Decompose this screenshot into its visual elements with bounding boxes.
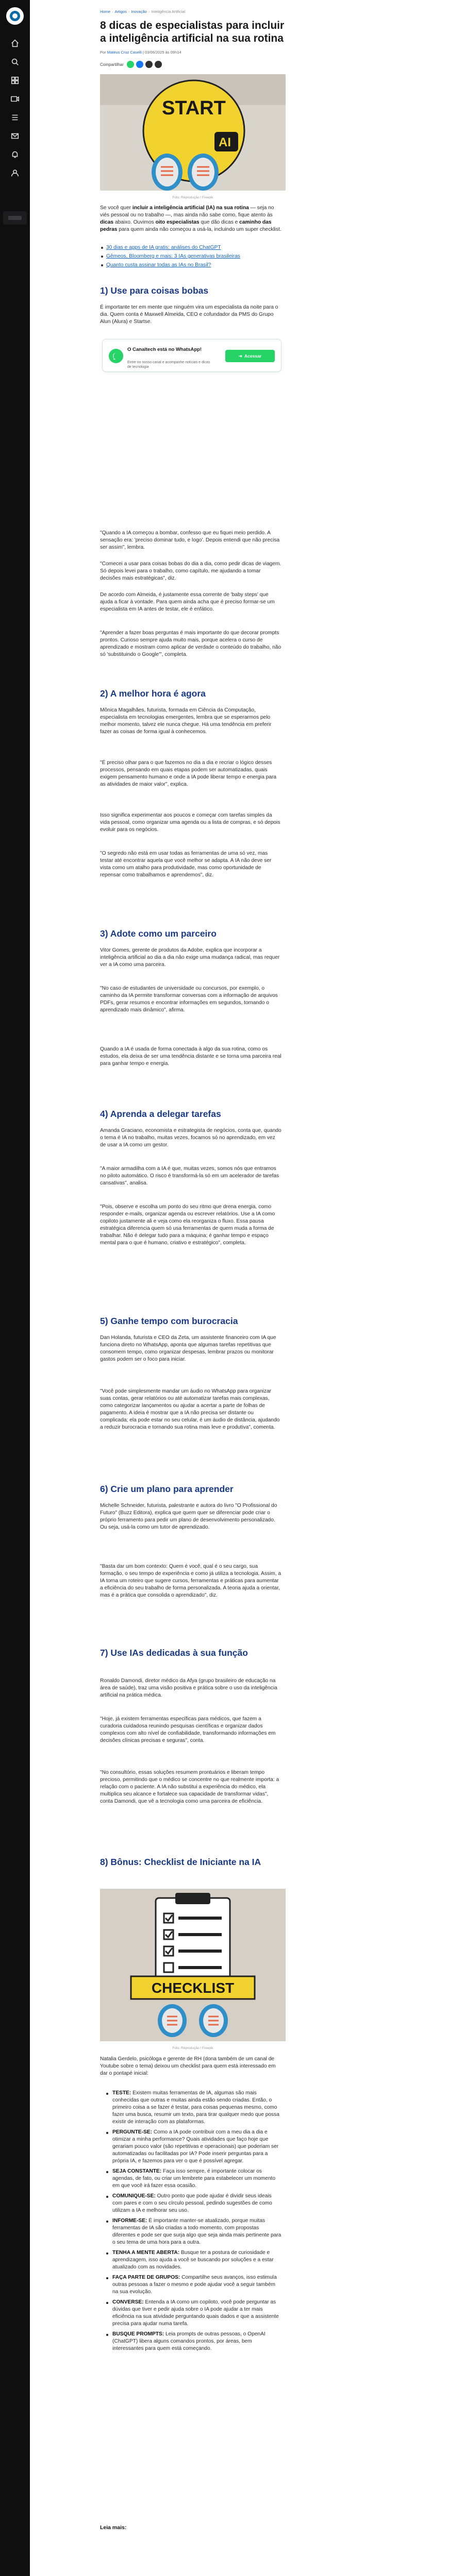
related-link-item <box>100 262 281 268</box>
whatsapp-icon <box>109 349 123 363</box>
bell-icon[interactable] <box>0 145 30 164</box>
paragraph: Natalia Gerdelo, psicóloga e gerente de RH (dona também de um canal de Youtube sobre o tema) deixou um checklist para quem está interessado em dar o pontapé inicial: <box>100 2056 276 2076</box>
search-icon[interactable] <box>0 53 30 71</box>
checklist-item: BUSQUE PROMPTS: Leia prompts de outras pessoas, o OpenAI (ChatGPT) libera alguns comandos prontos, por áreas, bem interessantes para quem está começando. <box>100 2331 281 2352</box>
share-bar <box>100 60 162 69</box>
section-heading: 8) Bônus: Checklist de Iniciante na IA <box>100 1857 261 1867</box>
related-link[interactable]: 30 dias e apps de IA gratis: análises do ChatGPT <box>106 245 221 250</box>
paragraph: "No consultório, essas soluções resumem prontuários e liberam tempo precioso, permitindo que o médico se concentre no que realmente importa: a relação com o paciente. A IA não substitui a experiência do médico, ela multiplica seu alcance e fortalece sua capacidade de transformar vidas", conta Damondi, que vê a tecnologia como uma parceira de eficiência. <box>100 1770 279 1804</box>
paragraph: É importante ter em mente que ninguém vira um especialista da noite para o dia. Quem conta é Maxwell Almeida, CEO e cofundador da PMS do Grupo Alun (Alura) e Startse. <box>100 304 278 325</box>
mail-icon[interactable] <box>0 127 30 145</box>
paragraph: "É preciso olhar para o que fazemos no dia a dia e recriar o lógico desses processos, pensando em quais etapas podem ser automatizadas, quais exigem pensamento humano e onde a IA pode liberar tempo e energia para as atividades de maior valor", explica. <box>100 760 277 787</box>
breadcrumb: Home › Artigos › Inovação › Inteligência Artificial <box>100 9 186 14</box>
arrow-right-icon: ➜ <box>238 353 243 359</box>
left-sidebar <box>0 0 30 2576</box>
video-icon[interactable] <box>0 90 30 108</box>
related-link-item <box>100 244 281 251</box>
hero-caption: Foto: Reprodução / Freepik <box>172 196 213 199</box>
related-link[interactable]: Quanto custa assinar todas as IAs no Brasil? <box>106 262 211 268</box>
paragraph: "No caso de estudantes de universidade ou concursos, por exemplo, o caminho da IA permite transformar conversas com a informação de arquivos PDFs, gerar resumos e encontrar informações em segundos, tornando o aprendizado mais dinâmico", afirma. <box>100 986 278 1013</box>
checklist-item: INFORME-SE: É importante manter-se atualizado, porque muitas ferramentas de IA são criadas a todo momento, com propostas diferentes e pode ser que surja algo que seja ainda mais pertinente para o seu tema de uma hora para a outra. <box>100 2217 281 2246</box>
section-heading: 1) Use para coisas bobas <box>100 285 209 296</box>
svg-text:AI: AI <box>219 135 231 149</box>
breadcrumb-item[interactable]: Artigos <box>114 9 127 14</box>
svg-text:CHECKLIST: CHECKLIST <box>151 1980 235 1996</box>
link-share-icon[interactable] <box>155 61 162 68</box>
paragraph: De acordo com Almeida, é justamente essa corrente de 'baby steps' que ajuda a ficar à vontade. Para quem ainda acha que é preciso formar-se um especialista em IA antes de testar, ele é enfático. <box>100 592 275 612</box>
whatsapp-promo-subtitle: Entre no nosso canal e acompanhe notícias e dicas de tecnologia <box>127 361 210 369</box>
checklist-list <box>100 2090 281 2355</box>
intro-paragraph: Se você quer incluir a inteligência artificial (IA) na sua rotina — seja no viés pessoal ou no trabalho —, mas ainda não sabe como, fique atento às dicas abaixo. Ouvimos oito especialistas que dão dicas e caminho das pedras para quem ainda não começou a usá-la, incluindo um super checklist. <box>100 205 281 232</box>
paragraph: "O segredo não está em usar todas as ferramentas de uma só vez, mas testar até encontrar aquela que você melhor se adapta. A IA não deve ser vista como um atalho para produtividade, mas como oportunidade de repensar como trabalhamos e aprendemos", diz. <box>100 851 272 878</box>
whatsapp-promo-box <box>102 339 281 372</box>
breadcrumb-item[interactable]: Home <box>100 9 111 14</box>
paragraph: Michelle Schneider, futurista, palestrante e autora do livro "O Profissional do Futuro" (Buzz Editora), explica que quem quer se diferenciar pode criar o próprio ferramento para pedir um plano de desenvolvimento personalizado. Ou seja, usá-la como um tutor de aprendizado. <box>100 1503 277 1530</box>
related-links <box>100 244 281 270</box>
breadcrumb-item[interactable]: Inovação <box>131 9 147 14</box>
checklist-item: COMUNIQUE-SE: Outro ponto que pode ajudar é dividir seus ideais com pares e com o seu círculo pessoal, pedindo sugestões de como utilizam a IA e melhorar seu uso. <box>100 2193 281 2214</box>
hero-image <box>100 74 286 191</box>
paragraph: "Basta dar um bom contexto: Quem é você, qual é o seu cargo, sua formação, o seu tempo de experiência e como já utiliza a tecnologia. Assim, a IA torna um roteiro que sugere cursos, ferramentas e práticas para aumentar a eficiência do seu trabalho de forma personalizada. A teoria ajuda a orientar, mas é a prática que consolida o aprendizado", diz. <box>100 1564 281 1598</box>
paragraph: "Aprender a fazer boas perguntas é mais importante do que decorar prompts prontos. Curioso sempre ajuda muito mais, porque acelera o curso de aprendizado e mostram como aplicar de verdade o conteúdo do trabalho, não só 'substituindo o Google'", completa. <box>100 630 281 657</box>
sidebar-ad-slot[interactable] <box>3 211 27 225</box>
paragraph: Quando a IA é usada de forma conectada à algo da sua rotina, como os estudos, ela deixa de ser uma tendência distante e se torna uma parceira real para ganhar tempo e energia. <box>100 1046 281 1066</box>
byline <box>100 50 181 55</box>
byline-prefix: Por <box>100 50 106 55</box>
whatsapp-promo-title: O Canaltech está no WhatsApp! <box>127 347 202 352</box>
read-more-label: Leia mais: <box>100 2524 127 2531</box>
whatsapp-join-label: Acessar <box>244 353 262 359</box>
paragraph: Mônica Magalhães, futurista, formada em Ciência da Computação, especialista em tecnologias emergentes, lembra que se esperarmos pelo melhor momento, talvez ele nunca chegue. Há uma tendência em preferir fazer as coisas de forma igual à conhecemos. <box>100 707 272 735</box>
facebook-share-icon[interactable] <box>136 61 143 68</box>
list-icon[interactable] <box>0 108 30 127</box>
whatsapp-join-button[interactable] <box>225 350 275 362</box>
related-link[interactable]: Gêmeos, Bloomberg e mais: 3 IAs generativas brasileiras <box>106 253 240 259</box>
paragraph: "Você pode simplesmente mandar um áudio no WhatsApp para organizar suas contas, gerar relatórios ou até automatizar tarefas mais complexas, como categorizar lançamentos ou ajudar a acertar a parte de folhas de pagamento. A ideia é mostrar que a IA não precisa ser distante ou complicada; ela pode estar no seu celular, é um áudio de distância, ajudando a reduzir burocracia e tornando sua rotina mais leve e produtiva", comenta. <box>100 1388 280 1430</box>
sidebar-nav <box>0 34 30 182</box>
related-link-item <box>100 253 281 260</box>
author-link[interactable]: Mateus Cruz Caselli <box>107 50 142 55</box>
checklist-item: TESTE: Existem muitas ferramentas de IA, algumas são mais conhecidas que outras e muitas ainda estão sendo criadas. Então, o primeiro coisa a se fazer é testar, para coisas pequenas mesmo, como fazer uma busca, resumir um texto, para tirar qualquer medo que possa existir de interação com as plataformas. <box>100 2090 281 2126</box>
x-share-icon[interactable] <box>145 61 153 68</box>
paragraph: "Quando a IA começou a bombar, confesso que eu fiquei meio perdido. A sensação era: 'preciso dominar tudo, e logo'. Depois entendi que não precisa ser assim", lembra. <box>100 530 280 550</box>
paragraph: "Pois, observe e escolha um ponto do seu ritmo que drena energia, como responder e-mails, organizar agenda ou escrever relatórios. Use a IA como copiloto justamente ali e veja como ela reorganiza o fluxo. Essa pausa estratégica diferencia quem só usa ferramentas de quem muda a forma de trabalhar. Não é delegar tudo para a máquina; é ganhar tempo e espaço mental para o que é humano, criativo e estratégico", completa. <box>100 1204 275 1246</box>
breadcrumb-current: Inteligência Artificial <box>151 9 186 14</box>
checklist-item: CONVERSE: Entenda a IA como um copiloto, você pode perguntar as dúvidas que tiver e pedir ajuda sobre o IA pode ajudar a ter mais eficiência na sua atividade perguntando quais dados e que a assistente precisa para ajudar numa tarefa. <box>100 2299 281 2328</box>
checklist-image-caption: Foto: Reprodução / Freepik <box>172 2046 213 2050</box>
paragraph: "A maior armadilha com a IA é que, muitas vezes, somos nós que entramos no piloto automático. O risco é transformá-la só em um acelerador de tarefas cansativas", analisa. <box>100 1166 279 1186</box>
paragraph: Vitor Gomes, gerente de produtos da Adobe, explica que incorporar a inteligência artificial ao dia a dia não exige uma mudança radical, mas requer ver a IA como uma parceira. <box>100 947 280 968</box>
site-logo[interactable] <box>6 7 24 25</box>
paragraph: Amanda Graciano, economista e estrategista de negócios, conta que, quando o tema é IA no trabalho, muitas vezes, focamos só no aprendizado, em vez de usar a IA como um gestor. <box>100 1128 281 1148</box>
grid-icon[interactable] <box>0 71 30 90</box>
svg-text:START: START <box>162 97 226 119</box>
checklist-item: FAÇA PARTE DE GRUPOS: Compartilhe seus avanços, isso estimula outras pessoas a fazer o mesmo e pode ajudar você a seguir também na sua evolução. <box>100 2274 281 2296</box>
section-heading: 5) Ganhe tempo com burocracia <box>100 1316 238 1326</box>
paragraph: Ronaldo Damondi, diretor médico da Afya (grupo brasileiro de educação na área de saúde), traz uma visão positiva e prática sobre o uso da inteligência artificial na prática médica. <box>100 1678 277 1698</box>
checklist-image <box>100 1889 286 2041</box>
paragraph: Isso significa experimentar aos poucos e começar com tarefas simples da vida pessoal, como organizar uma agenda ou a lista de compras, e só depois evoluir para os negócios. <box>100 812 280 833</box>
checklist-item: TENHA A MENTE ABERTA: Busque ter a postura de curiosidade e aprendizagem, isso ajuda a você se buscando por soluções e a estar atualizado com as novidades. <box>100 2249 281 2271</box>
section-heading: 2) A melhor hora é agora <box>100 688 206 699</box>
home-icon[interactable] <box>0 34 30 53</box>
checklist-item: SEJA CONSTANTE: Faça isso sempre, é importante colocar os agendas, de fato, ou criar um lembrete para estabelecer um momento em que você irá fazer essa ocasião. <box>100 2168 281 2190</box>
section-heading: 6) Crie um plano para aprender <box>100 1484 234 1494</box>
paragraph: "Comecei a usar para coisas bobas do dia a dia, como pedir dicas de viagem. Só depois levei para o trabalho, como capítulo, me ajudando a tomar decisões mais estratégicas", diz. <box>100 561 281 581</box>
paragraph: "Hoje, já existem ferramentas específicas para médicos, que fazem a curadoria cuidadosa reunindo pesquisas científicas e organizar dados complexos com alto nível de confiabilidade, transformando informações em decisões clínicas precisas e seguras", conta. <box>100 1716 276 1743</box>
section-heading: 4) Aprenda a delegar tarefas <box>100 1109 221 1119</box>
section-heading: 3) Adote como um parceiro <box>100 928 217 939</box>
checklist-item: PERGUNTE-SE: Como a IA pode contribuir com a meu dia a dia e otimizar a minha performance? Quais atividades que faço hoje que gerariam pouco valor (são repetitivas e operacionais) que poderiam ser automatizadas ou facilitadas por IA? Pode inserir perguntas para a própria IA, e fazemos para ver o que é possível agregar. <box>100 2129 281 2165</box>
publish-date: | 03/06/2025 às 09h14 <box>142 50 181 55</box>
paragraph: Dan Holanda, futurista e CEO da Zeta, um assistente financeiro com IA que funciona direto no WhatsApp, aponta que algumas tarefas repetitivas que consomem tempo, como organizar despesas, lembrar prazos ou monitorar gastos podem ser o foco para iniciar. <box>100 1335 276 1362</box>
article-title: 8 dicas de especialistas para incluir a inteligência artificial na sua rotina <box>100 20 285 44</box>
whatsapp-share-icon[interactable] <box>127 61 134 68</box>
user-icon[interactable] <box>0 164 30 182</box>
share-label: Compartilhar <box>100 62 124 67</box>
section-heading: 7) Use IAs dedicadas à sua função <box>100 1648 248 1658</box>
